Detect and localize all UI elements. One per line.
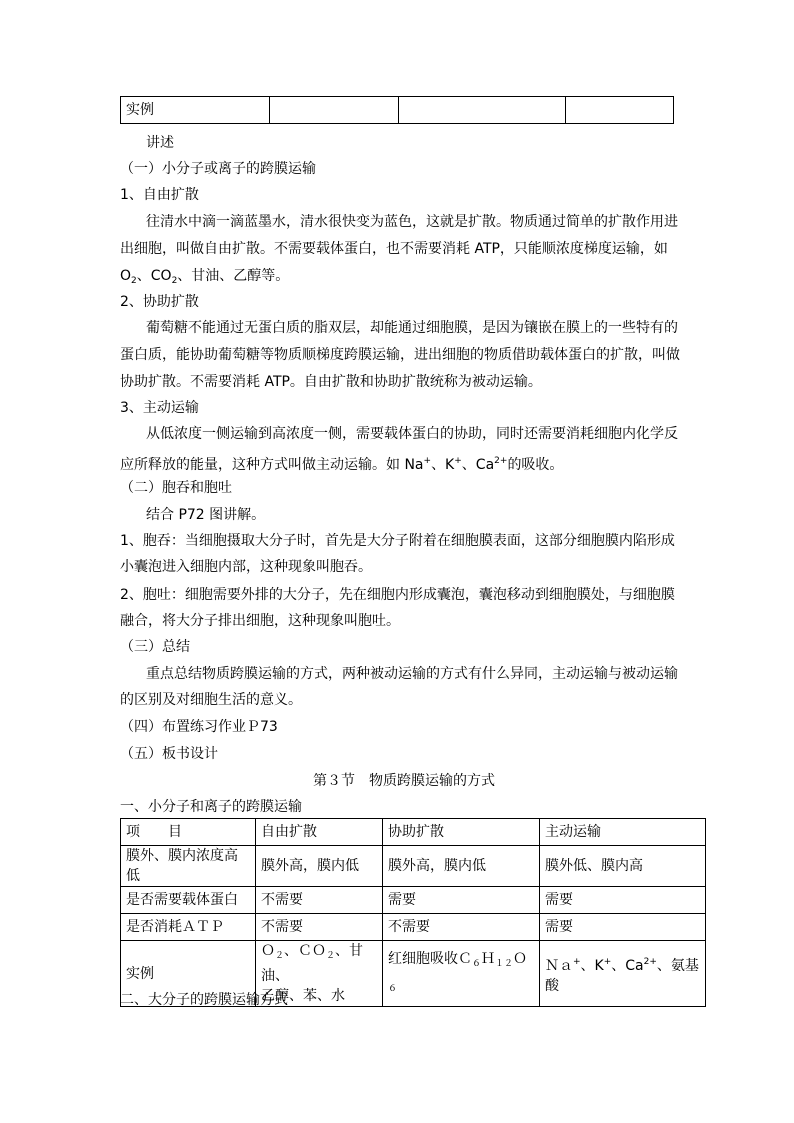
top-table-cell — [270, 97, 399, 124]
diffusion-line-2: 出细胞，叫做自由扩散。不需要载体蛋白，也不需要消耗 ATP，只能顺浓度梯度运输，如 — [120, 241, 668, 257]
row-label: 是否需要载体蛋白 — [121, 887, 256, 914]
active-title: 3、主动运输 — [120, 400, 199, 416]
summary-line-2: 的区别及对细胞生活的意义。 — [120, 692, 302, 708]
summary-line-1: 重点总结物质跨膜运输的方式，两种被动运输的方式有什么异同，主动运输与被动运输 — [146, 666, 678, 682]
section-2-heading: （二）胞吞和胞吐 — [120, 480, 232, 496]
active-line-1: 从低浓度一侧运输到高浓度一侧，需要载体蛋白的协助，同时还需要消耗细胞内化学反 — [146, 426, 678, 442]
table-cell: 不需要 — [256, 914, 383, 941]
facilitated-line-1: 葡萄糖不能通过无蛋白质的脂双层，却能通过细胞膜，是因为镶嵌在膜上的一些特有的 — [146, 320, 678, 336]
exocytosis-line-2: 融合，将大分子排出细胞，这种现象叫胞吐。 — [120, 613, 400, 629]
example-active-transport: Ｎａ+、K+、$Ca^{2+}$、氨基 酸 — [540, 941, 706, 1007]
section-4-heading: （四）布置练习作业Ｐ73 — [120, 719, 278, 735]
table-cell: 需要 — [540, 887, 706, 914]
table-cell: 不需要 — [383, 914, 540, 941]
header-free-diffusion: 自由扩散 — [256, 819, 383, 846]
top-table-cell — [566, 97, 674, 124]
endocytosis-line-1: 1、胞吞：当细胞摄取大分子时，首先是大分子附着在细胞膜表面，这部分细胞膜内陷形成 — [120, 533, 675, 549]
diffusion-line-1: 往清水中滴一滴蓝墨水，清水很快变为蓝色，这就是扩散。物质通过简单的扩散作用进 — [146, 214, 678, 230]
top-table-cell — [399, 97, 566, 124]
example-facilitated-diffusion: 红细胞吸收Ｃ$_6$Ｈ$_{12}$Ｏ $_6$ — [383, 941, 540, 1007]
table-cell: 膜外低、膜内高 — [540, 846, 706, 887]
table-cell: 需要 — [540, 914, 706, 941]
row-label: 膜外、膜内浓度高低 — [121, 846, 256, 887]
comparison-table — [120, 818, 706, 1007]
diffusion-line-3: $O_2$、$CO_2$、甘油、乙醇等。 — [120, 268, 290, 286]
board-part-2: 二、大分子的跨膜运输方式 — [120, 992, 288, 1008]
board-title: 第３节 物质跨膜运输的方式 — [313, 773, 495, 789]
section-1-heading: （一）小分子或离子的跨膜运输 — [120, 161, 316, 177]
exocytosis-line-1: 2、胞吐：细胞需要外排的大分子，先在细胞内形成囊泡，囊泡移动到细胞膜处，与细胞膜 — [120, 587, 675, 603]
board-part-1: 一、小分子和离子的跨膜运输 — [120, 799, 302, 815]
diffusion-title: 1、自由扩散 — [120, 187, 199, 203]
row-label: 实例 — [121, 941, 256, 1007]
facilitated-line-3: 协助扩散。不需要消耗 ATP。自由扩散和协助扩散统称为被动运输。 — [120, 374, 542, 390]
table-cell: 膜外高，膜内低 — [256, 846, 383, 887]
facilitated-title: 2、协助扩散 — [120, 294, 199, 310]
section-3-heading: （三）总结 — [120, 639, 190, 655]
example-free-diffusion: Ｏ$_2$、ＣＯ$_2$、甘油、 乙醇、苯、水 — [256, 941, 383, 1007]
intro-text: 讲述 — [146, 135, 174, 151]
header-item: 项 目 — [121, 819, 256, 846]
facilitated-line-2: 蛋白质，能协助葡萄糖等物质顺梯度跨膜运输，进出细胞的物质借助载体蛋白的扩散，叫做 — [120, 347, 680, 363]
table-cell: 膜外高，膜内低 — [383, 846, 540, 887]
table-cell: 需要 — [383, 887, 540, 914]
endocytosis-line-2: 小囊泡进入细胞内部，这种现象叫胞吞。 — [120, 559, 372, 575]
section-5-heading: （五）板书设计 — [120, 746, 218, 762]
top-table — [120, 96, 674, 124]
row-label: 是否消耗ＡＴＰ — [121, 914, 256, 941]
combine-text: 结合 P72 图讲解。 — [146, 507, 266, 523]
table-cell: 不需要 — [256, 887, 383, 914]
header-active-transport: 主动运输 — [540, 819, 706, 846]
active-line-2: 应所释放的能量，这种方式叫做主动运输。如 Na+、K+、$Ca^{2+}$的吸收。 — [120, 456, 564, 473]
header-facilitated-diffusion: 协助扩散 — [383, 819, 540, 846]
top-table-label: 实例 — [121, 97, 270, 124]
